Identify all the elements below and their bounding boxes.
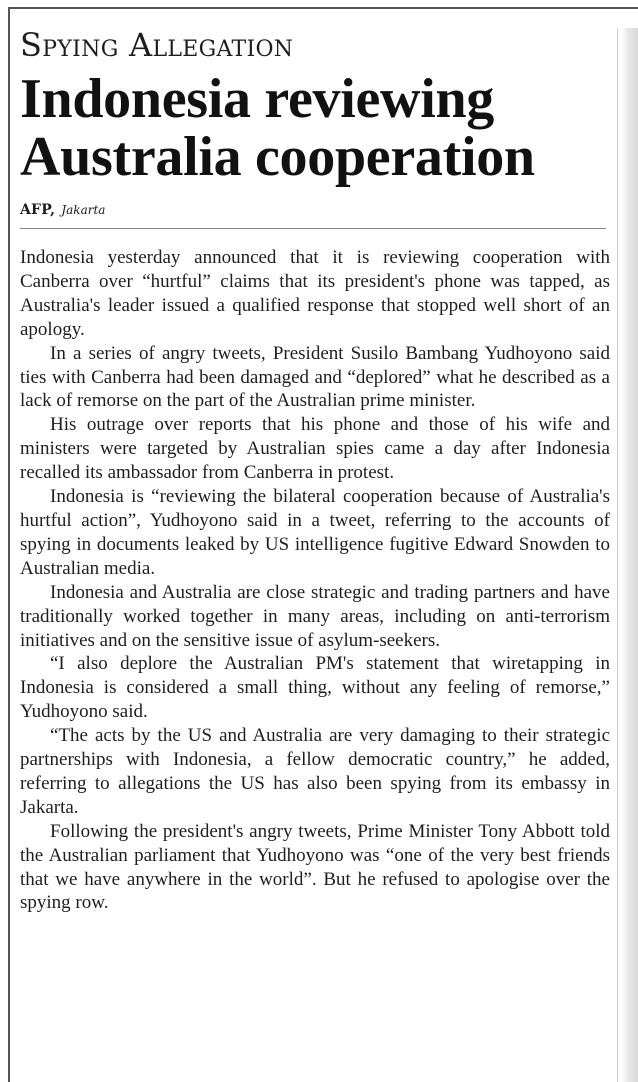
- article-paragraph: Indonesia and Australia are close strategic and trading partners and have traditionally worked together in many areas, including on anti-terrorism initiatives and on the sensitive issue of asylum-seekers.: [20, 581, 610, 651]
- article-paragraph: Indonesia is “reviewing the bilateral cooperation because of Australia's hurtful action”, Yudhoyono said in a tweet, referring to the accounts of spying in documents leaked by US intelligence fugitive Edward Snowden to Australian media.: [20, 486, 610, 579]
- article-paragraph: His outrage over reports that his phone and those of his wife and ministers were targeted by Australian spies came a day after Indonesia recalled its ambassador from Canberra in protest.: [20, 414, 610, 484]
- article-kicker: Spying Allegation: [20, 26, 294, 64]
- article-headline: Indonesia reviewing Australia cooperation: [20, 68, 535, 188]
- column-divider: [617, 28, 618, 1082]
- frame-top-border: [8, 7, 638, 9]
- article-paragraph: In a series of angry tweets, President Susilo Bambang Yudhoyono said ties with Canberra had been damaged and “deplored” what he described as a lack of remorse on the part of the Australian prime minister.: [20, 342, 610, 412]
- frame-left-border: [8, 7, 10, 1082]
- article-body: [20, 246, 610, 915]
- byline-divider: [20, 228, 606, 229]
- page-edge-shadow: [621, 28, 638, 1082]
- news-article: [20, 26, 610, 915]
- article-paragraph: “The acts by the US and Australia are very damaging to their strategic partnerships with Indonesia, a fellow democratic country,” he added, referring to allegations the US has also been spying from its embassy in Jakarta.: [20, 725, 610, 818]
- byline-agency: AFP,: [20, 202, 56, 218]
- article-byline: [20, 202, 610, 219]
- article-paragraph: Indonesia yesterday announced that it is reviewing cooperation with Canberra over “hurtful” claims that its president's phone was tapped, as Australia's leader issued a qualified response that stopped well short of an apology.: [20, 247, 610, 340]
- article-paragraph: “I also deplore the Australian PM's statement that wiretapping in Indonesia is considered a small thing, without any feeling of remorse,” Yudhoyono said.: [20, 653, 610, 723]
- byline-place: Jakarta: [61, 203, 106, 217]
- article-paragraph: Following the president's angry tweets, Prime Minister Tony Abbott told the Australian parliament that Yudhoyono was “one of the very best friends that we have anywhere in the world”. But he refused to apologise over the spying row.: [20, 820, 610, 914]
